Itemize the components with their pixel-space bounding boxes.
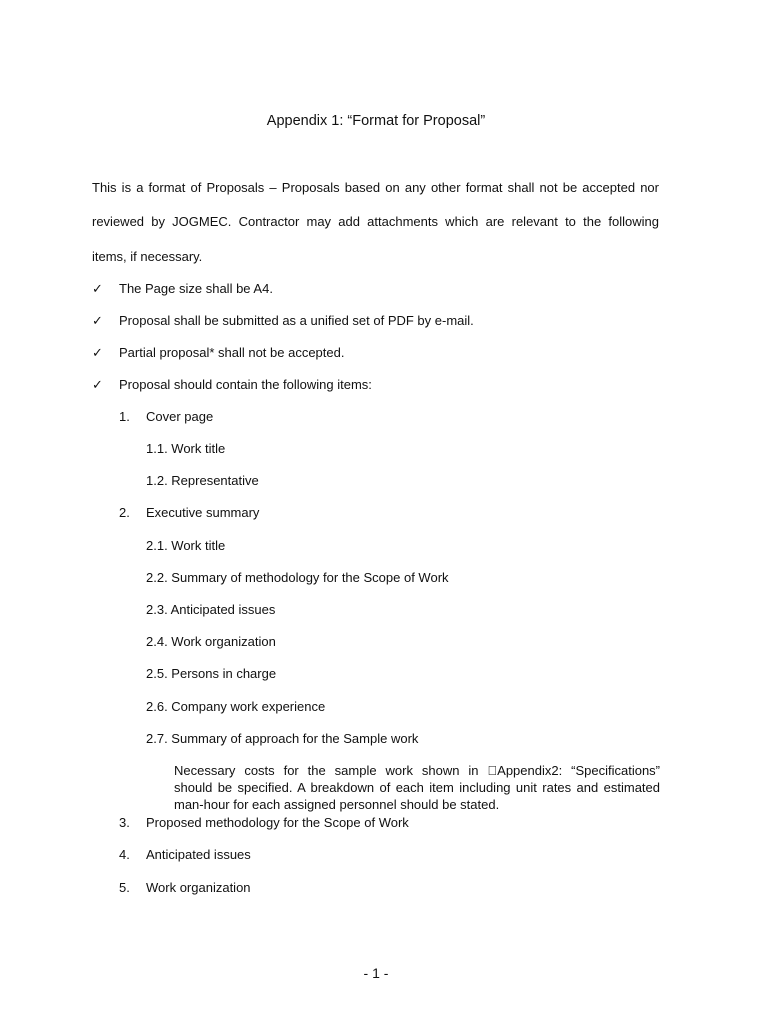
bullet-contents: Proposal should contain the following items: <box>119 377 372 392</box>
item-number: 3. <box>119 815 130 830</box>
checkmark-icon: ✓ <box>92 377 103 392</box>
checkmark-icon: ✓ <box>92 345 103 360</box>
subitem-2-7: 2.7. Summary of approach for the Sample work <box>146 731 419 746</box>
page-number: - 1 - <box>363 965 389 981</box>
item-number: 1. <box>119 409 130 424</box>
intro-line-2: reviewed by JOGMEC. Contractor may add attachments which are relevant to the following <box>92 214 659 229</box>
item-number: 4. <box>119 847 130 862</box>
subitem-1-1: 1.1. Work title <box>146 441 226 456</box>
page-title: Appendix 1: “Format for Proposal” <box>266 113 486 129</box>
subitem-2-2: 2.2. Summary of methodology for the Scope of Work <box>146 570 449 585</box>
item-proposed-methodology: Proposed methodology for the Scope of Work <box>146 815 409 830</box>
subitem-2-3: 2.3. Anticipated issues <box>146 602 276 617</box>
bullet-partial-proposal: Partial proposal* shall not be accepted. <box>119 345 345 360</box>
intro-line-3: items, if necessary. <box>92 249 203 264</box>
item-number: 5. <box>119 880 130 895</box>
bullet-submission: Proposal shall be submitted as a unified set of PDF by e-mail. <box>119 313 474 328</box>
item-work-organization: Work organization <box>146 880 251 895</box>
intro-line-1: This is a format of Proposals – Proposals based on any other format shall not be accepted nor <box>92 180 659 195</box>
item-number: 2. <box>119 505 130 520</box>
sample-work-note <box>174 762 660 813</box>
subitem-2-4: 2.4. Work organization <box>146 634 276 649</box>
subitem-2-1: 2.1. Work title <box>146 538 226 553</box>
note-line-2: should be specified. A breakdown of each item including unit rates and estimated <box>174 780 660 795</box>
bullet-page-size: The Page size shall be A4. <box>119 281 273 296</box>
item-anticipated-issues: Anticipated issues <box>146 847 251 862</box>
note-line-3: man-hour for each assigned personnel should be stated. <box>174 797 500 812</box>
checkmark-icon: ✓ <box>92 313 103 328</box>
note-line-1: Necessary costs for the sample work shown in Appendix2: “Specifications” <box>174 763 660 778</box>
subitem-2-5: 2.5. Persons in charge <box>146 666 277 681</box>
checkmark-icon: ✓ <box>92 281 103 296</box>
item-cover-page: Cover page <box>146 409 214 424</box>
item-executive-summary: Executive summary <box>146 505 260 520</box>
subitem-2-6: 2.6. Company work experience <box>146 699 326 714</box>
subitem-1-2: 1.2. Representative <box>146 473 259 488</box>
